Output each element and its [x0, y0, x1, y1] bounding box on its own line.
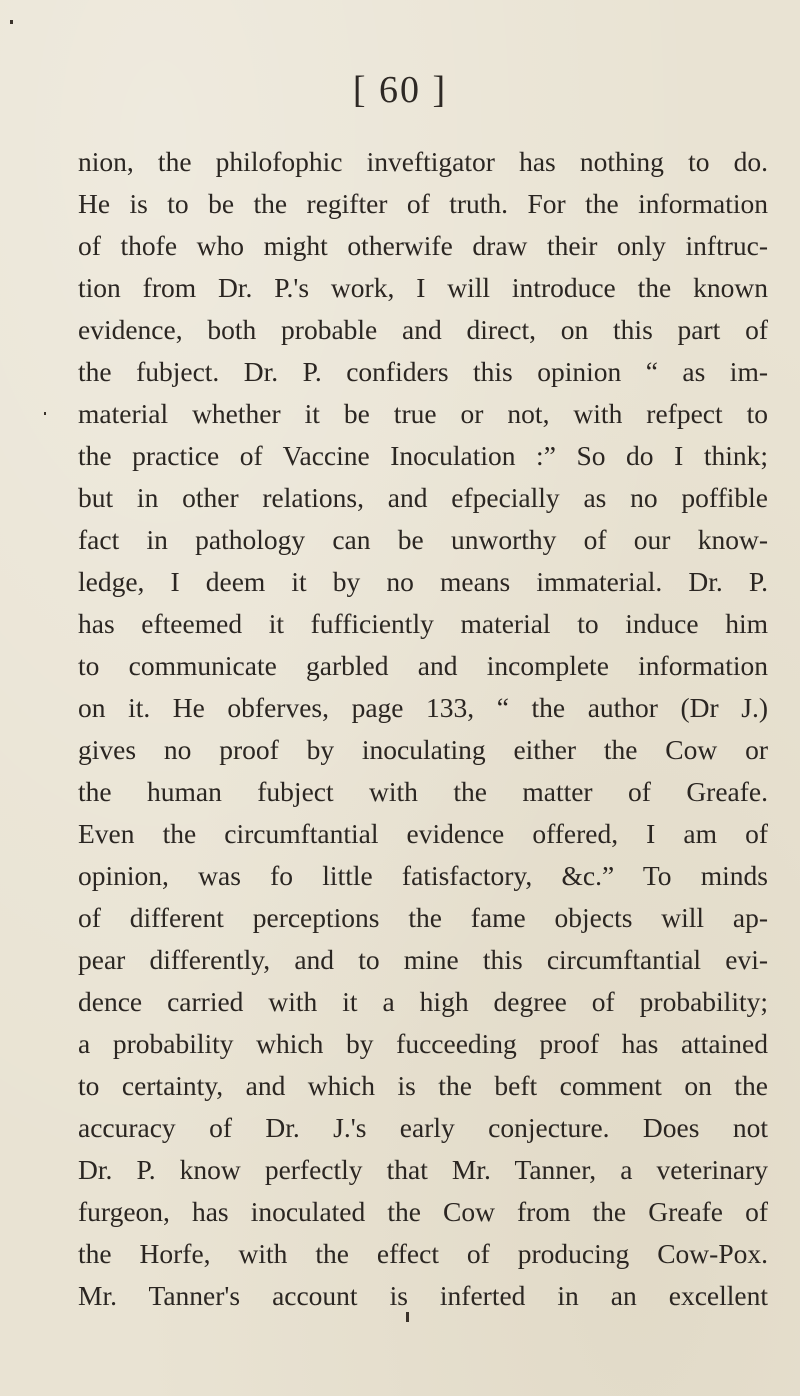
text-line: pear differently, and to mine this circumftantial evi-: [78, 944, 768, 975]
text-line: material whether it be true or not, with refpect to: [78, 398, 768, 429]
text-line: He is to be the regifter of truth. For the information: [78, 188, 768, 219]
page-number: [ 60 ]: [352, 69, 448, 111]
text-line: to certainty, and which is the beft comment on the: [78, 1070, 768, 1101]
text-line: Dr. P. know perfectly that Mr. Tanner, a veterinary: [78, 1154, 768, 1185]
text-line: on it. He obferves, page 133, “ the author (Dr J.): [78, 692, 768, 723]
paper-speck: [406, 1312, 409, 1322]
text-line: of thofe who might otherwife draw their only inftruc-: [78, 230, 768, 261]
text-line: gives no proof by inoculating either the Cow or: [78, 734, 768, 765]
paper-speck: [44, 412, 46, 415]
text-line: dence carried with it a high degree of probability;: [78, 986, 768, 1017]
text-line: opinion, was fo little fatisfactory, &c.” To minds: [78, 860, 768, 891]
text-line: of different perceptions the fame objects will ap-: [78, 902, 768, 933]
text-line: the fubject. Dr. P. confiders this opinion “ as im-: [78, 356, 768, 387]
text-line: to communicate garbled and incomplete information: [78, 650, 768, 681]
paper-speck: [10, 20, 13, 24]
text-line: tion from Dr. P.'s work, I will introduce the known: [78, 272, 768, 303]
text-line: a probability which by fucceeding proof has attained: [78, 1028, 768, 1059]
text-line: has efteemed it fufficiently material to induce him: [78, 608, 768, 639]
text-line: evidence, both probable and direct, on this part of: [78, 314, 768, 345]
text-line: accuracy of Dr. J.'s early conjecture. Does not: [78, 1112, 768, 1143]
text-line: Even the circumftantial evidence offered, I am of: [78, 818, 768, 849]
text-line: the Horfe, with the effect of producing Cow-Pox.: [78, 1238, 768, 1269]
text-line: Mr. Tanner's account is inferted in an excellent: [78, 1280, 768, 1311]
text-line: the practice of Vaccine Inoculation :” So do I think;: [78, 440, 768, 471]
text-line: nion, the philofophic inveftigator has nothing to do.: [78, 146, 768, 177]
text-line: fact in pathology can be unworthy of our know-: [78, 524, 768, 555]
text-line: the human fubject with the matter of Greafe.: [78, 776, 768, 807]
text-line: ledge, I deem it by no means immaterial. Dr. P.: [78, 566, 768, 597]
text-line: furgeon, has inoculated the Cow from the Greafe of: [78, 1196, 768, 1227]
text-line: but in other relations, and efpecially as no poffible: [78, 482, 768, 513]
